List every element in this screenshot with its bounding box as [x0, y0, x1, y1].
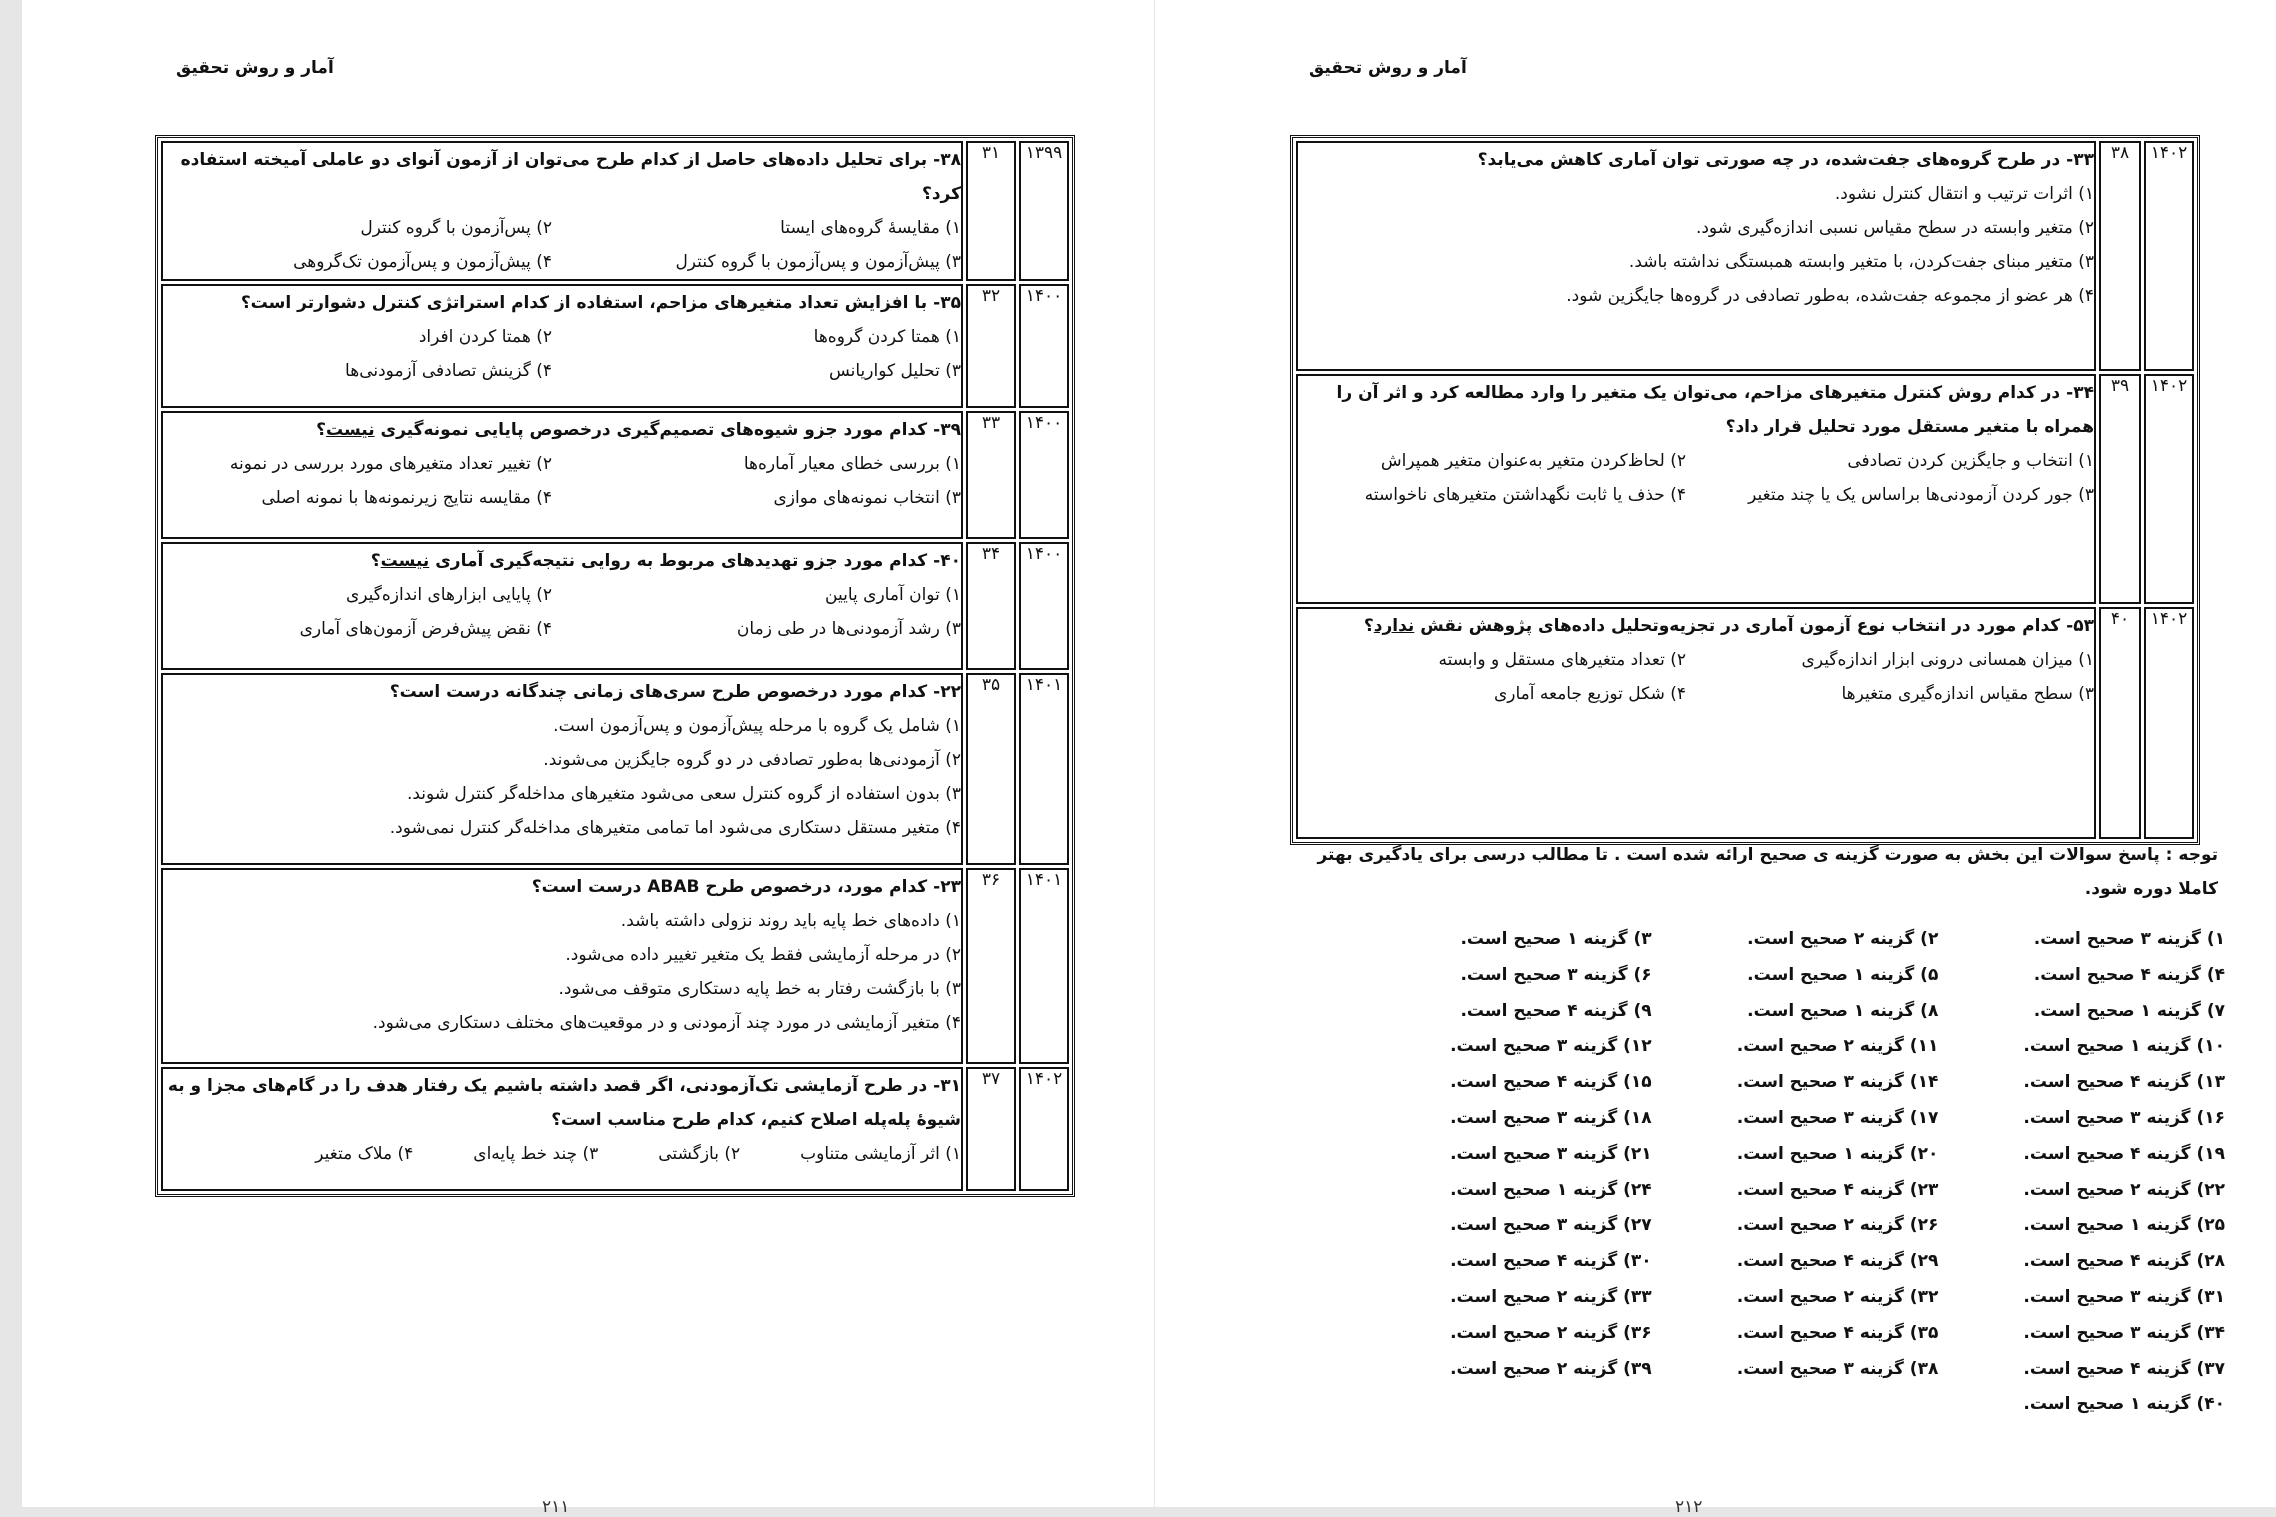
page-header: آمار و روش تحقیق — [176, 58, 334, 78]
answer-item: ۲۷) گزینه ۳ صحیح است. — [1450, 1215, 1652, 1236]
option: ۱) مقایسهٔ گروه‌های ایستا — [780, 218, 961, 238]
question-year: ۱۴۰۲ — [2144, 607, 2194, 839]
question-row — [161, 284, 1069, 408]
option: ۴) گزینش تصادفی آزمودنی‌ها — [345, 361, 552, 381]
option: ۳) چند خط پایه‌ای — [473, 1144, 599, 1164]
question-text: ۳۳-در طرح گروه‌های جفت‌شده، در چه صورتی توان آماری کاهش می‌یابد؟ — [1477, 150, 2094, 170]
question-row — [161, 542, 1069, 670]
option: ۴) متغیر مستقل دستکاری می‌شود اما تمامی متغیرهای مداخله‌گر کنترل نمی‌شود. — [389, 818, 961, 838]
option: ۴) نقض پیش‌فرض آزمون‌های آماری — [299, 619, 552, 639]
question-body — [161, 1067, 963, 1191]
answer-item: ۳۰) گزینه ۴ صحیح است. — [1450, 1251, 1652, 1272]
question-row — [1296, 607, 2194, 839]
option: ۳) جور کردن آزمودنی‌ها براساس یک یا چند متغیر — [1748, 485, 2094, 505]
question-body — [1296, 141, 2096, 371]
answer-item: ۱۶) گزینه ۳ صحیح است. — [2023, 1107, 2225, 1128]
answer-item: ۳۱) گزینه ۳ صحیح است. — [2023, 1286, 2225, 1307]
question-year: ۱۳۹۹ — [1019, 141, 1069, 281]
answer-item: ۷) گزینه ۱ صحیح است. — [2033, 1000, 2225, 1021]
answer-item: ۱۸) گزینه ۳ صحیح است. — [1450, 1107, 1652, 1128]
option: ۲) پس‌آزمون با گروه کنترل — [360, 218, 552, 238]
question-body — [161, 411, 963, 539]
option: ۳) رشد آزمودنی‌ها در طی زمان — [736, 619, 961, 639]
question-row — [161, 1067, 1069, 1191]
question-body — [161, 673, 963, 865]
answer-item: ۱۴) گزینه ۳ صحیح است. — [1736, 1072, 1939, 1093]
answer-item: ۳۸) گزینه ۳ صحیح است. — [1736, 1358, 1939, 1379]
answer-item: ۸) گزینه ۱ صحیح است. — [1747, 1000, 1939, 1021]
answer-item: ۴) گزینه ۴ صحیح است. — [2033, 964, 2225, 985]
question-year: ۱۴۰۲ — [1019, 1067, 1069, 1191]
option: ۱) انتخاب و جایگزین کردن تصادفی — [1847, 451, 2094, 471]
option: ۳) با بازگشت رفتار به خط پایه دستکاری متوقف می‌شود. — [558, 979, 961, 999]
answer-item: ۲۵) گزینه ۱ صحیح است. — [2023, 1215, 2225, 1236]
answer-item: ۵) گزینه ۱ صحیح است. — [1747, 964, 1939, 985]
option: ۱) میزان همسانی درونی ابزار اندازه‌گیری — [1801, 650, 2094, 670]
option: ۱) توان آماری پایین — [825, 585, 961, 605]
option: ۱) داده‌های خط پایه باید روند نزولی داشته باشد. — [620, 911, 961, 931]
option: ۱) اثر آزمایشی متناوب — [800, 1144, 961, 1164]
option: ۱) اثرات ترتیب و انتقال کنترل نشود. — [1834, 184, 2094, 204]
question-number: ۳۵ — [966, 673, 1016, 865]
question-year: ۱۴۰۰ — [1019, 411, 1069, 539]
question-text: ۳۴-در کدام روش کنترل متغیرهای مزاحم، می‌توان یک متغیر را وارد مطالعه کرد و اثر آن را همراه با متغیر مستقل مورد تحلیل قرار داد؟ — [1336, 383, 2094, 437]
question-row — [161, 868, 1069, 1064]
question-number: ۳۳ — [966, 411, 1016, 539]
question-year: ۱۴۰۲ — [2144, 141, 2194, 371]
question-number: ۳۸ — [2099, 141, 2141, 371]
option: ۲) پایایی ابزارهای اندازه‌گیری — [345, 585, 552, 605]
answer-item: ۳) گزینه ۱ صحیح است. — [1460, 929, 1652, 949]
answer-item: ۲۳) گزینه ۴ صحیح است. — [1736, 1179, 1939, 1200]
option: ۲) متغیر وابسته در سطح مقیاس نسبی اندازه‌گیری شود. — [1695, 218, 2094, 238]
answer-item: ۲۴) گزینه ۱ صحیح است. — [1450, 1179, 1652, 1200]
answer-key — [1365, 922, 2225, 1423]
option: ۴) ملاک متغیر — [315, 1144, 414, 1164]
right-page — [1155, 0, 2276, 1517]
question-text: ۲۲-کدام مورد درخصوص طرح سری‌های زمانی چندگانه درست است؟ — [389, 682, 961, 702]
answer-item: ۳۴) گزینه ۳ صحیح است. — [2023, 1322, 2225, 1343]
answer-item: ۶) گزینه ۳ صحیح است. — [1460, 964, 1652, 985]
question-text: ۳۸-برای تحلیل داده‌های حاصل از کدام طرح می‌توان از آزمون آنوای دو عاملی آمیخته استفاده کرد؟ — [180, 150, 961, 204]
option: ۴) شکل توزیع جامعه آماری — [1493, 684, 1686, 704]
question-table — [1290, 135, 2200, 845]
question-number: ۳۷ — [966, 1067, 1016, 1191]
answer-item: ۳۹) گزینه ۲ صحیح است. — [1450, 1358, 1652, 1379]
option: ۳) سطح مقیاس اندازه‌گیری متغیرها — [1841, 684, 2094, 704]
option: ۲) در مرحله آزمایشی فقط یک متغیر تغییر داده می‌شود. — [565, 945, 961, 965]
option: ۴) مقایسه نتایج زیرنمونه‌ها با نمونه اصلی — [261, 488, 552, 508]
answer-item: ۱۷) گزینه ۳ صحیح است. — [1736, 1107, 1939, 1128]
question-text: ۳۱-در طرح آزمایشی تک‌آزمودنی، اگر قصد داشته باشیم یک رفتار هدف را در گام‌های مجزا و به شیوهٔ پله‌پله اصلاح کنیم، کدام طرح مناسب است؟ — [167, 1076, 961, 1130]
option: ۱) شامل یک گروه با مرحله پیش‌آزمون و پس‌آزمون است. — [553, 716, 961, 736]
question-text: ۵۳-کدام مورد در انتخاب نوع آزمون آماری در تجزیه‌وتحلیل داده‌های پژوهش نقش ندارد؟ — [1363, 616, 2094, 636]
answer-item: ۳۵) گزینه ۴ صحیح است. — [1736, 1322, 1939, 1343]
answer-item: ۲۰) گزینه ۱ صحیح است. — [1736, 1143, 1939, 1164]
question-row — [161, 411, 1069, 539]
page-number: ۲۱۱ — [542, 1497, 570, 1517]
question-text: ۴۰-کدام مورد جزو تهدیدهای مربوط به روایی نتیجه‌گیری آماری نیست؟ — [370, 551, 961, 571]
answer-item: ۲۶) گزینه ۲ صحیح است. — [1736, 1215, 1939, 1236]
answer-item: ۲۹) گزینه ۴ صحیح است. — [1736, 1251, 1939, 1272]
answer-item: ۲) گزینه ۲ صحیح است. — [1747, 929, 1939, 949]
question-row — [1296, 374, 2194, 604]
answer-item: ۱۰) گزینه ۱ صحیح است. — [2023, 1036, 2225, 1057]
question-number: ۳۱ — [966, 141, 1016, 281]
option: ۳) پیش‌آزمون و پس‌آزمون با گروه کنترل — [675, 252, 961, 272]
option: ۳) تحلیل کواریانس — [828, 361, 961, 381]
option: ۳) متغیر مبنای جفت‌کردن، با متغیر وابسته همبستگی نداشته باشد. — [1628, 252, 2094, 272]
question-year: ۱۴۰۱ — [1019, 673, 1069, 865]
option: ۳) بدون استفاده از گروه کنترل سعی می‌شود متغیرهای مداخله‌گر کنترل شوند. — [406, 784, 961, 804]
answer-item: ۱۵) گزینه ۴ صحیح است. — [1450, 1072, 1652, 1093]
question-body — [161, 868, 963, 1064]
answer-item: ۱۳) گزینه ۴ صحیح است. — [2023, 1072, 2225, 1093]
answer-item: ۴۰) گزینه ۱ صحیح است. — [2023, 1394, 2225, 1415]
left-page — [22, 0, 1154, 1517]
question-body — [161, 284, 963, 408]
question-row — [1296, 141, 2194, 371]
question-table — [155, 135, 1075, 1197]
option: ۲) آزمودنی‌ها به‌طور تصادفی در دو گروه جایگزین می‌شوند. — [543, 750, 961, 770]
option: ۲) همتا کردن افراد — [418, 327, 552, 347]
answer-item: ۲۱) گزینه ۳ صحیح است. — [1450, 1143, 1652, 1164]
question-number: ۳۹ — [2099, 374, 2141, 604]
question-number: ۳۴ — [966, 542, 1016, 670]
answer-item: ۳۶) گزینه ۲ صحیح است. — [1450, 1322, 1652, 1343]
answer-item: ۳۷) گزینه ۴ صحیح است. — [2023, 1358, 2225, 1379]
question-text: ۳۹-کدام مورد جزو شیوه‌های تصمیم‌گیری درخصوص پایایی نمونه‌گیری نیست؟ — [316, 420, 961, 440]
question-number: ۳۶ — [966, 868, 1016, 1064]
question-year: ۱۴۰۱ — [1019, 868, 1069, 1064]
answer-item: ۲۸) گزینه ۴ صحیح است. — [2023, 1251, 2225, 1272]
question-body — [161, 542, 963, 670]
question-text: ۳۵-با افزایش تعداد متغیرهای مزاحم، استفاده از کدام استراتژی کنترل دشوارتر است؟ — [240, 293, 961, 313]
answer-note: توجه : پاسخ سوالات این بخش به صورت گزینه ی صحیح ارائه شده است . تا مطالب درسی برای یادگیری بهتر کاملا دوره شود. — [1317, 845, 2218, 899]
question-number: ۳۲ — [966, 284, 1016, 408]
question-year: ۱۴۰۲ — [2144, 374, 2194, 604]
question-body — [1296, 607, 2096, 839]
answer-item: ۳۲) گزینه ۲ صحیح است. — [1736, 1286, 1939, 1307]
option: ۴) هر عضو از مجموعه جفت‌شده، به‌طور تصادفی در گروه‌ها جایگزین شود. — [1566, 286, 2094, 306]
question-row — [161, 673, 1069, 865]
answer-item: ۲۲) گزینه ۲ صحیح است. — [2023, 1179, 2225, 1200]
option: ۲) تعداد متغیرهای مستقل و وابسته — [1438, 650, 1686, 670]
question-body — [1296, 374, 2096, 604]
option: ۴) پیش‌آزمون و پس‌آزمون تک‌گروهی — [293, 252, 552, 272]
question-year: ۱۴۰۰ — [1019, 542, 1069, 670]
answer-item: ۱۱) گزینه ۲ صحیح است. — [1736, 1036, 1939, 1057]
option: ۱) بررسی خطای معیار آماره‌ها — [743, 454, 961, 474]
answer-item: ۱۲) گزینه ۳ صحیح است. — [1450, 1036, 1652, 1057]
option: ۲) بازگشتی — [658, 1144, 741, 1164]
option: ۴) حذف یا ثابت نگهداشتن متغیرهای ناخواسته — [1364, 485, 1686, 505]
option: ۴) متغیر آزمایشی در مورد چند آزمودنی و در موقعیت‌های مختلف دستکاری می‌شود. — [372, 1013, 961, 1033]
answer-item: ۳۳) گزینه ۲ صحیح است. — [1450, 1286, 1652, 1307]
question-row — [161, 141, 1069, 281]
question-body — [161, 141, 963, 281]
option: ۲) تغییر تعداد متغیرهای مورد بررسی در نمونه — [229, 454, 552, 474]
question-number: ۴۰ — [2099, 607, 2141, 839]
option: ۳) انتخاب نمونه‌های موازی — [773, 488, 961, 508]
answer-item: ۱۹) گزینه ۴ صحیح است. — [2023, 1143, 2225, 1164]
answer-item: ۱) گزینه ۳ صحیح است. — [2033, 929, 2225, 949]
option: ۱) همتا کردن گروه‌ها — [813, 327, 961, 347]
answer-item: ۹) گزینه ۴ صحیح است. — [1460, 1000, 1652, 1021]
question-year: ۱۴۰۰ — [1019, 284, 1069, 408]
question-text: ۲۳-کدام مورد، درخصوص طرح ABAB درست است؟ — [531, 877, 961, 897]
option: ۲) لحاظ‌کردن متغیر به‌عنوان متغیر همپراش — [1380, 451, 1686, 471]
page-header: آمار و روش تحقیق — [1309, 58, 1467, 78]
page-number: ۲۱۲ — [1675, 1497, 1703, 1517]
